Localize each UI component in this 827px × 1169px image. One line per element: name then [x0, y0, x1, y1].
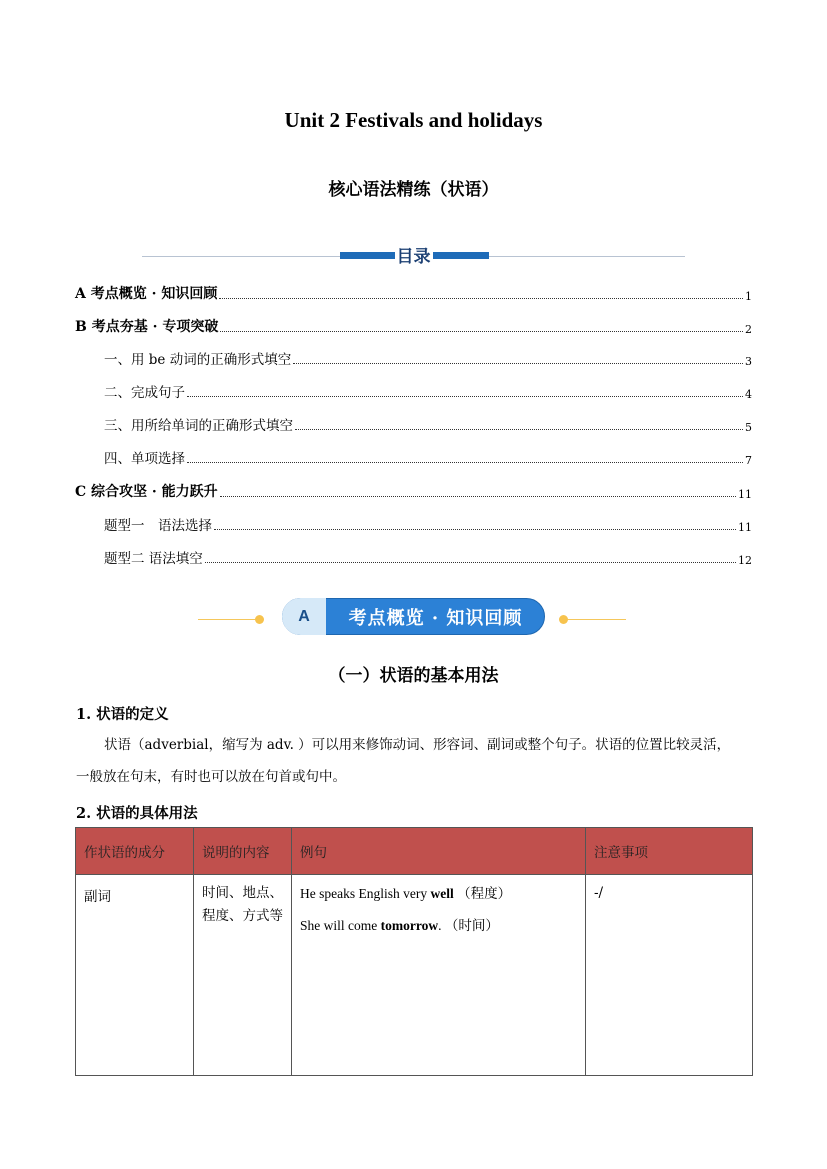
document-title: Unit 2 Festivals and holidays	[284, 108, 543, 132]
toc-leader-dots	[220, 331, 743, 332]
banner-dot-left	[255, 615, 264, 624]
toc-entry-label: 题型一 语法选择	[104, 518, 212, 534]
toc-entry[interactable]	[75, 316, 752, 336]
toc-leader-dots	[219, 298, 743, 299]
banner-text: 考点概览 · 知识回顾	[348, 607, 523, 629]
toc-leader-dots	[293, 363, 743, 364]
banner-dot-right	[559, 615, 568, 624]
toc-entry-page: 11	[738, 488, 752, 501]
toc-leader-dots	[214, 529, 736, 530]
example-sentence: She will come tomorrow. （时间）	[300, 918, 499, 933]
toc-entry-label: C 综合攻坚 · 能力跃升	[75, 484, 218, 500]
cell-notes: -/	[586, 875, 753, 1076]
col-header-component: 作状语的成分	[76, 828, 194, 875]
toc-entry[interactable]	[75, 481, 752, 501]
toc-entry-label: B 考点夯基 · 专项突破	[75, 319, 219, 335]
point2-heading: 2. 状语的具体用法	[76, 805, 198, 822]
point1-line2: 一般放在句末，有时也可以放在句首或句中。	[76, 769, 346, 785]
toc-leader-dots	[205, 562, 736, 563]
table-header-row	[76, 828, 753, 875]
toc-entry[interactable]	[104, 514, 752, 534]
section-title: （一）状语的基本用法	[328, 666, 499, 686]
toc-entry-page: 1	[745, 290, 752, 303]
toc-entry[interactable]	[104, 447, 752, 467]
table-row	[76, 875, 753, 1076]
toc-entry-label: 四、单项选择	[104, 451, 185, 467]
toc-leader-dots	[220, 496, 736, 497]
toc-entry-label: A 考点概览 · 知识回顾	[75, 286, 218, 302]
banner-line-right	[566, 619, 626, 620]
cell-content: 时间、地点、程度、方式等	[194, 875, 292, 1076]
point1-heading: 1. 状语的定义	[76, 706, 169, 723]
banner-line-left	[198, 619, 260, 620]
toc-entry-page: 5	[745, 421, 752, 434]
toc-entry-page: 3	[745, 355, 752, 368]
toc-leader-dots	[295, 429, 743, 430]
toc-heading: 目录	[396, 247, 431, 267]
toc-entry-page: 7	[745, 454, 752, 467]
toc-entry[interactable]	[75, 283, 752, 303]
document-subtitle: 核心语法精练（状语）	[328, 180, 499, 200]
toc-entry[interactable]	[104, 547, 752, 567]
toc-leader-dots	[187, 462, 743, 463]
toc-entry-page: 12	[738, 554, 752, 567]
col-header-notes: 注意事项	[586, 828, 753, 875]
toc-entry-label: 二、完成句子	[104, 385, 185, 401]
toc-entry-label: 三、用所给单词的正确形式填空	[104, 418, 293, 434]
toc-entry-page: 11	[738, 521, 752, 534]
usage-table	[75, 827, 753, 1076]
cell-examples	[292, 875, 586, 1076]
toc-leader-dots	[187, 396, 743, 397]
toc-entry-label: 一、用 be 动词的正确形式填空	[104, 352, 292, 368]
toc-entry-page: 2	[745, 323, 752, 336]
toc-entry[interactable]	[104, 348, 752, 368]
toc-entry-page: 4	[745, 388, 752, 401]
toc-entry[interactable]	[104, 381, 752, 401]
banner-letter: A	[282, 598, 326, 635]
col-header-example: 例句	[292, 828, 586, 875]
point1-line1: 状语（adverbial，缩写为 adv. ）可以用来修饰动词、形容词、副词或整个句子。状语的位置比较灵活，	[104, 737, 731, 753]
cell-component: 副词	[76, 875, 194, 1076]
toc-entry-label: 题型二 语法填空	[104, 551, 203, 567]
col-header-content: 说明的内容	[194, 828, 292, 875]
example-sentence: He speaks English very well （程度）	[300, 886, 512, 901]
toc-entry[interactable]	[104, 414, 752, 434]
